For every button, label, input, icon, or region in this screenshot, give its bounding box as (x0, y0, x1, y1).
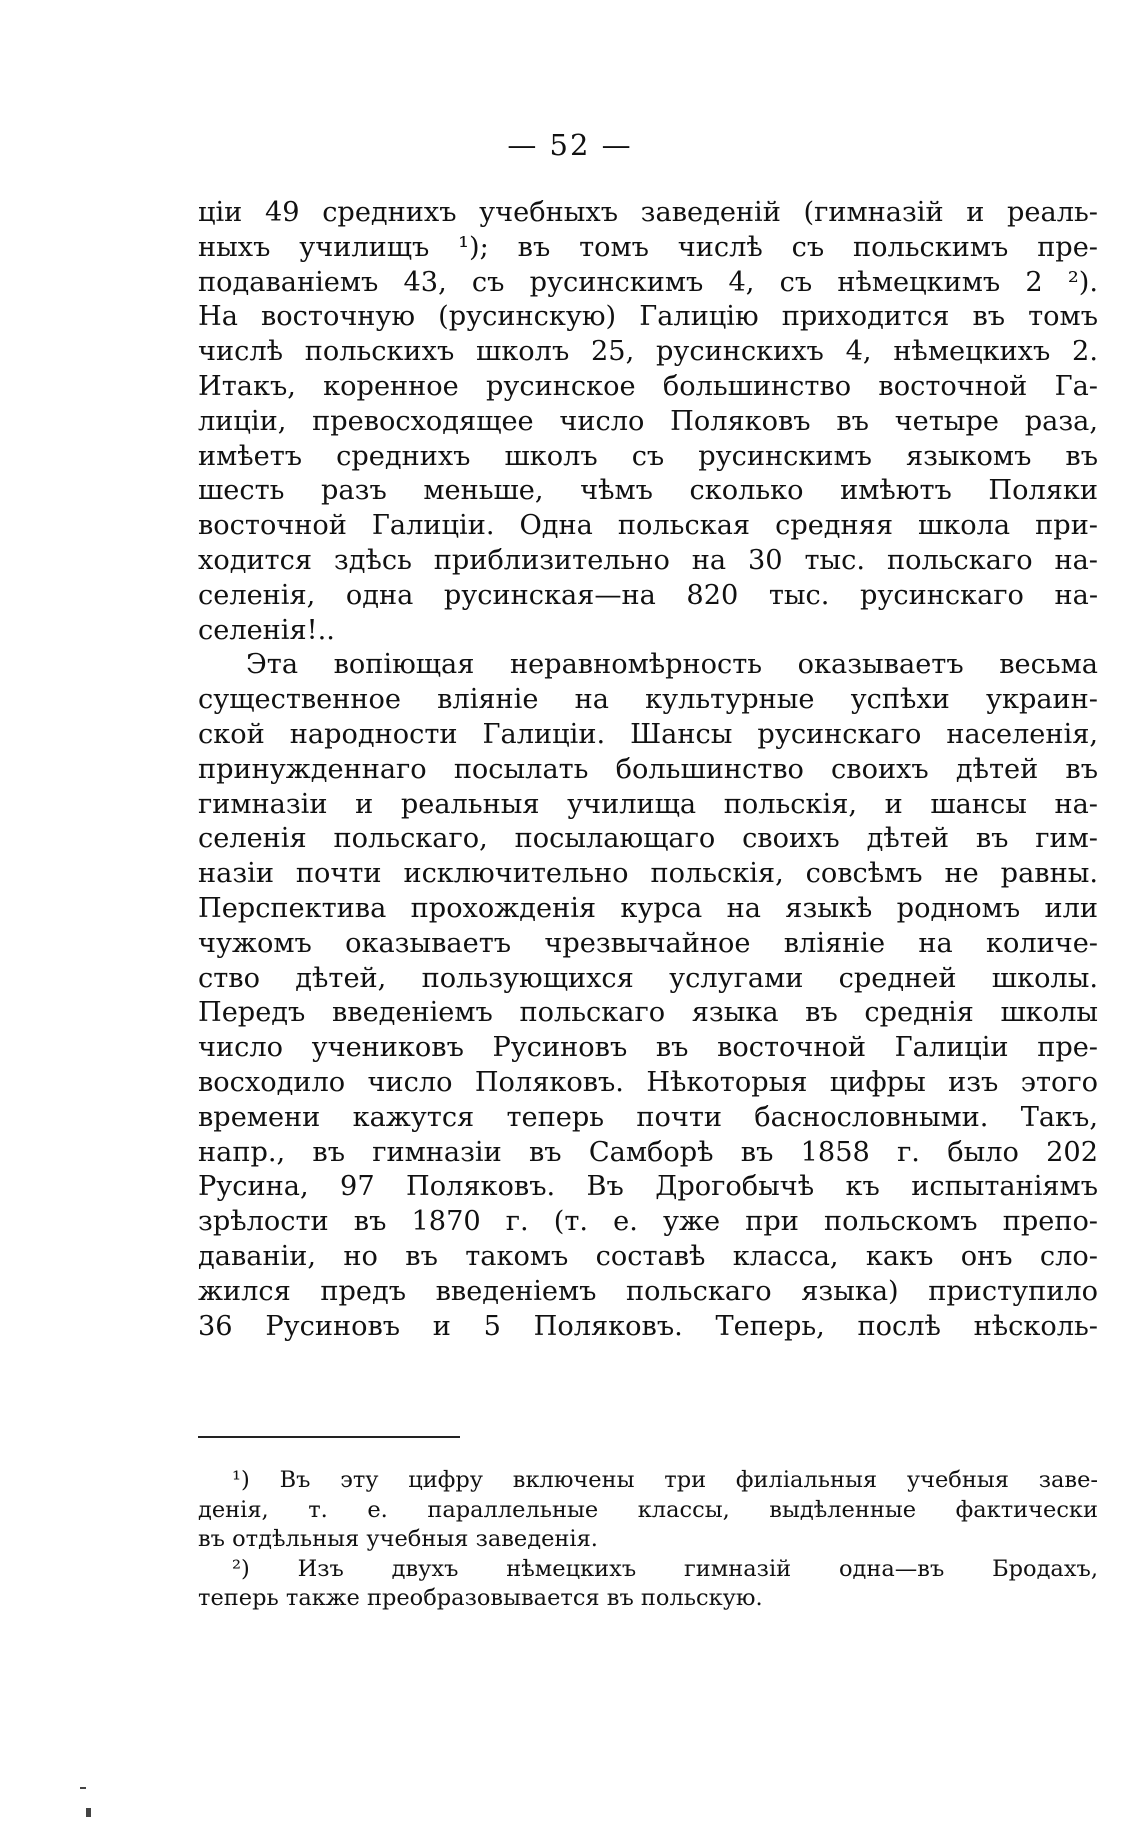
text-line: лиціи, превосходящее число Поляковъ въ четыре раза, (198, 405, 1098, 437)
footnote-line: въ отдѣльныя учебныя заведенія. (198, 1526, 598, 1552)
text-line: назіи почти исключительно польскія, совсѣмъ не равны. (198, 858, 1098, 890)
text-line: селенія, одна русинская—на 820 тыс. русинскаго на- (198, 579, 1098, 611)
text-line: зрѣлости въ 1870 г. (т. е. уже при польскомъ препо- (198, 1206, 1098, 1238)
text-line: Итакъ, коренное русинское большинство восточной Га- (198, 370, 1098, 402)
text-line: жился предъ введеніемъ польскаго языка) приступило (198, 1275, 1098, 1307)
page-number: — 52 — (507, 128, 633, 162)
text-line: времени кажутся теперь почти баснословными. Такъ, (198, 1101, 1098, 1133)
text-line: 36 Русиновъ и 5 Поляковъ. Теперь, послѣ нѣсколь- (198, 1310, 1098, 1342)
main-text (198, 196, 1098, 1344)
text-line: ство дѣтей, пользующихся услугами средней школы. (198, 962, 1098, 994)
footnote-separator (198, 1436, 460, 1438)
print-speck (80, 1787, 86, 1789)
text-line: напр., въ гимназіи въ Самборѣ въ 1858 г. было 202 (198, 1136, 1098, 1168)
text-line: ныхъ училищъ ¹); въ томъ числѣ съ польскимъ пре- (198, 231, 1098, 263)
text-line: Эта вопіющая неравномѣрность оказываетъ весьма (246, 649, 1098, 681)
footnotes (198, 1466, 1098, 1614)
text-line: восходило число Поляковъ. Нѣкоторыя цифры изъ этого (198, 1066, 1098, 1098)
text-line: даваніи, но въ такомъ составѣ класса, какъ онъ сло- (198, 1240, 1098, 1272)
text-line: На восточную (русинскую) Галицію приходится въ томъ (198, 301, 1098, 333)
text-line: селенія польскаго, посылающаго своихъ дѣтей въ гим- (198, 823, 1098, 855)
footnote-line: ¹) Въ эту цифру включены три филіальныя учебныя заве- (232, 1467, 1098, 1493)
text-line: имѣетъ среднихъ школъ съ русинскимъ языкомъ въ (198, 440, 1098, 472)
print-speck (86, 1808, 91, 1817)
text-line: чужомъ оказываетъ чрезвычайное вліяніе на количе- (198, 927, 1098, 959)
text-line: гимназіи и реальныя училища польскія, и шансы на- (198, 788, 1098, 820)
text-line: число учениковъ Русиновъ въ восточной Галиціи пре- (198, 1032, 1098, 1064)
text-line: ской народности Галиціи. Шансы русинскаго населенія, (198, 718, 1098, 750)
text-line: шесть разъ меньше, чѣмъ сколько имѣютъ Поляки (198, 475, 1098, 507)
footnote-line: теперь также преобразовывается въ польскую. (198, 1585, 763, 1611)
text-line: восточной Галиціи. Одна польская средняя школа при- (198, 510, 1098, 542)
text-line: ходится здѣсь приблизительно на 30 тыс. польскаго на- (198, 544, 1098, 576)
text-line: Передъ введеніемъ польскаго языка въ среднія школы (198, 997, 1098, 1029)
text-line: селенія!.. (198, 614, 335, 646)
footnote-line: денія, т. е. параллельные классы, выдѣленные фактически (198, 1496, 1098, 1523)
text-line: ціи 49 среднихъ учебныхъ заведеній (гимназій и реаль- (198, 197, 1098, 228)
text-line: Русина, 97 Поляковъ. Въ Дрогобычѣ къ испытаніямъ (198, 1171, 1098, 1203)
text-line: принужденнаго посылать большинство своихъ дѣтей въ (198, 753, 1098, 785)
text-line: подаваніемъ 43, съ русинскимъ 4, съ нѣмецкимъ 2 ²). (198, 266, 1098, 298)
text-line: числѣ польскихъ школъ 25, русинскихъ 4, нѣмецкихъ 2. (198, 336, 1098, 368)
text-line: Перспектива прохожденія курса на языкѣ родномъ или (198, 892, 1098, 924)
text-line: существенное вліяніе на культурные успѣхи украин- (198, 684, 1098, 716)
footnote-line: ²) Изъ двухъ нѣмецкихъ гимназій одна—въ Бродахъ, (232, 1555, 1098, 1582)
